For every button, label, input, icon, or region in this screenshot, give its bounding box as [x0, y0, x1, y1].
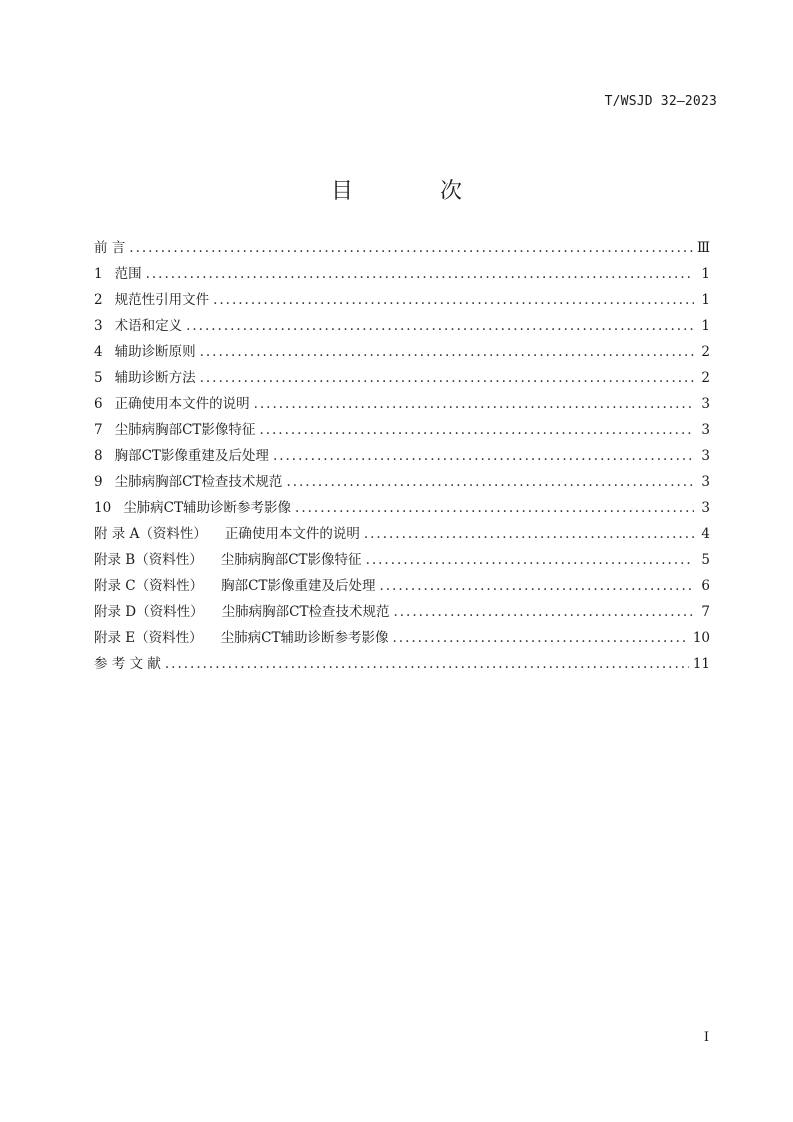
toc-entry-title: 胸部CT影像重建及后处理 [221, 578, 376, 594]
dot-leader [213, 292, 694, 308]
toc-entry-label [94, 262, 142, 282]
dot-leader [364, 526, 694, 542]
toc-entry-title: 尘肺病胸部CT检查技术规范 [114, 474, 283, 490]
toc-entry-title: 范围 [114, 266, 142, 282]
toc-entry-page: 11 [692, 656, 710, 672]
toc-entry-label [94, 314, 182, 334]
toc-entry-title: 尘肺病胸部CT检查技术规范 [221, 604, 390, 620]
toc-entry-number: 10 [94, 500, 112, 516]
toc-entry-label [94, 496, 291, 516]
toc-entry-number: 4 [94, 344, 103, 360]
toc-entry-page: 3 [701, 448, 710, 464]
toc-entry-number: 8 [94, 448, 103, 464]
toc-entry-page: 2 [701, 344, 710, 360]
toc-entry[interactable] [94, 522, 710, 548]
dot-leader [259, 422, 694, 438]
toc-entry-page: 3 [701, 474, 710, 490]
toc-entry-title: 规范性引用文件 [114, 292, 210, 308]
toc-entry-page: 4 [701, 526, 710, 542]
toc-entry-page: 1 [701, 292, 710, 308]
toc-entry-title: 辅助诊断原则 [114, 344, 196, 360]
toc-entry-title: 尘肺病胸部CT影像特征 [114, 422, 256, 438]
toc-entry[interactable] [94, 548, 710, 574]
toc-entry-page: 6 [701, 578, 710, 594]
toc-entry[interactable] [94, 262, 710, 288]
document-number: T/WSJD 32—2023 [604, 94, 717, 109]
toc-entry-label [94, 444, 269, 464]
toc-entry[interactable] [94, 418, 710, 444]
toc-entry-page: 3 [701, 500, 710, 516]
toc-entry[interactable] [94, 366, 710, 392]
toc-entry-label [94, 418, 255, 438]
dot-leader [273, 448, 694, 464]
toc-entry[interactable] [94, 652, 710, 678]
toc-entry[interactable] [94, 574, 710, 600]
toc-entry-page: 1 [701, 318, 710, 334]
toc-entry[interactable] [94, 236, 710, 262]
page-title: 目 次 [331, 179, 502, 204]
toc-entry-number: 7 [94, 422, 103, 438]
toc-entry-label [94, 548, 362, 568]
dot-leader [200, 370, 694, 386]
toc-entry-title: 正确使用本文件的说明 [224, 526, 360, 542]
toc-entry[interactable] [94, 626, 710, 652]
toc-entry-title: 正确使用本文件的说明 [114, 396, 250, 412]
dot-leader [295, 500, 694, 516]
dot-leader [393, 604, 694, 620]
toc-entry-label [94, 626, 389, 646]
toc-entry-label [94, 652, 161, 672]
toc-entry-annex: 附录 B（资料性） [94, 552, 203, 568]
toc-entry-page: 5 [701, 552, 710, 568]
toc-entry-page: 1 [701, 266, 710, 282]
dot-leader [366, 552, 694, 568]
dot-leader [393, 630, 689, 646]
toc-entry-annex: 附录 D（资料性） [94, 604, 204, 620]
dot-leader [379, 578, 694, 594]
toc-entry[interactable] [94, 444, 710, 470]
toc-entry-page: 10 [692, 630, 710, 646]
toc-entry-number: 1 [94, 266, 103, 282]
toc-entry-number: 3 [94, 318, 103, 334]
toc-entry-number: 9 [94, 474, 103, 490]
toc-entry-title: 尘肺病CT辅助诊断参考影像 [123, 500, 292, 516]
toc-entry-annex: 附 录 A（资料性） [94, 526, 207, 542]
toc-entry-number: 2 [94, 292, 103, 308]
toc-entry[interactable] [94, 600, 710, 626]
toc-entry-title: 尘肺病CT辅助诊断参考影像 [220, 630, 389, 646]
toc-entry-title: 胸部CT影像重建及后处理 [114, 448, 269, 464]
toc-entry[interactable] [94, 288, 710, 314]
toc-entry-label [94, 366, 196, 386]
dot-leader [254, 396, 694, 412]
toc-entry-label [94, 470, 282, 490]
toc-entry-title: 参 考 文 献 [94, 656, 161, 672]
toc-entry[interactable] [94, 340, 710, 366]
toc-entry-title: 辅助诊断方法 [114, 370, 196, 386]
toc-entry-page: 2 [701, 370, 710, 386]
dot-leader [186, 318, 694, 334]
toc-entry[interactable] [94, 470, 710, 496]
toc-entry-label [94, 600, 389, 620]
table-of-contents [94, 236, 710, 678]
toc-entry-page: 7 [701, 604, 710, 620]
toc-entry-annex: 附录 E（资料性） [94, 630, 203, 646]
toc-entry-page: Ⅲ [696, 240, 710, 256]
toc-entry-number: 6 [94, 396, 103, 412]
dot-leader [146, 266, 694, 282]
dot-leader [286, 474, 694, 490]
toc-entry[interactable] [94, 314, 710, 340]
toc-entry-title: 尘肺病胸部CT影像特征 [220, 552, 362, 568]
toc-entry-page: 3 [701, 396, 710, 412]
page-number: I [703, 1030, 709, 1045]
toc-entry[interactable] [94, 392, 710, 418]
toc-entry-label [94, 288, 209, 308]
toc-entry-number: 5 [94, 370, 103, 386]
dot-leader [200, 344, 694, 360]
toc-entry-annex: 附录 C（资料性） [94, 578, 204, 594]
dot-leader [165, 656, 689, 672]
toc-entry-label [94, 522, 360, 542]
toc-entry-title: 术语和定义 [114, 318, 183, 334]
dot-leader [129, 240, 693, 256]
toc-entry-label [94, 236, 125, 256]
toc-entry-label [94, 340, 196, 360]
toc-entry-page: 3 [701, 422, 710, 438]
toc-entry-label [94, 392, 250, 412]
toc-entry-label [94, 574, 375, 594]
toc-entry-title: 前 言 [94, 240, 126, 256]
toc-entry[interactable] [94, 496, 710, 522]
